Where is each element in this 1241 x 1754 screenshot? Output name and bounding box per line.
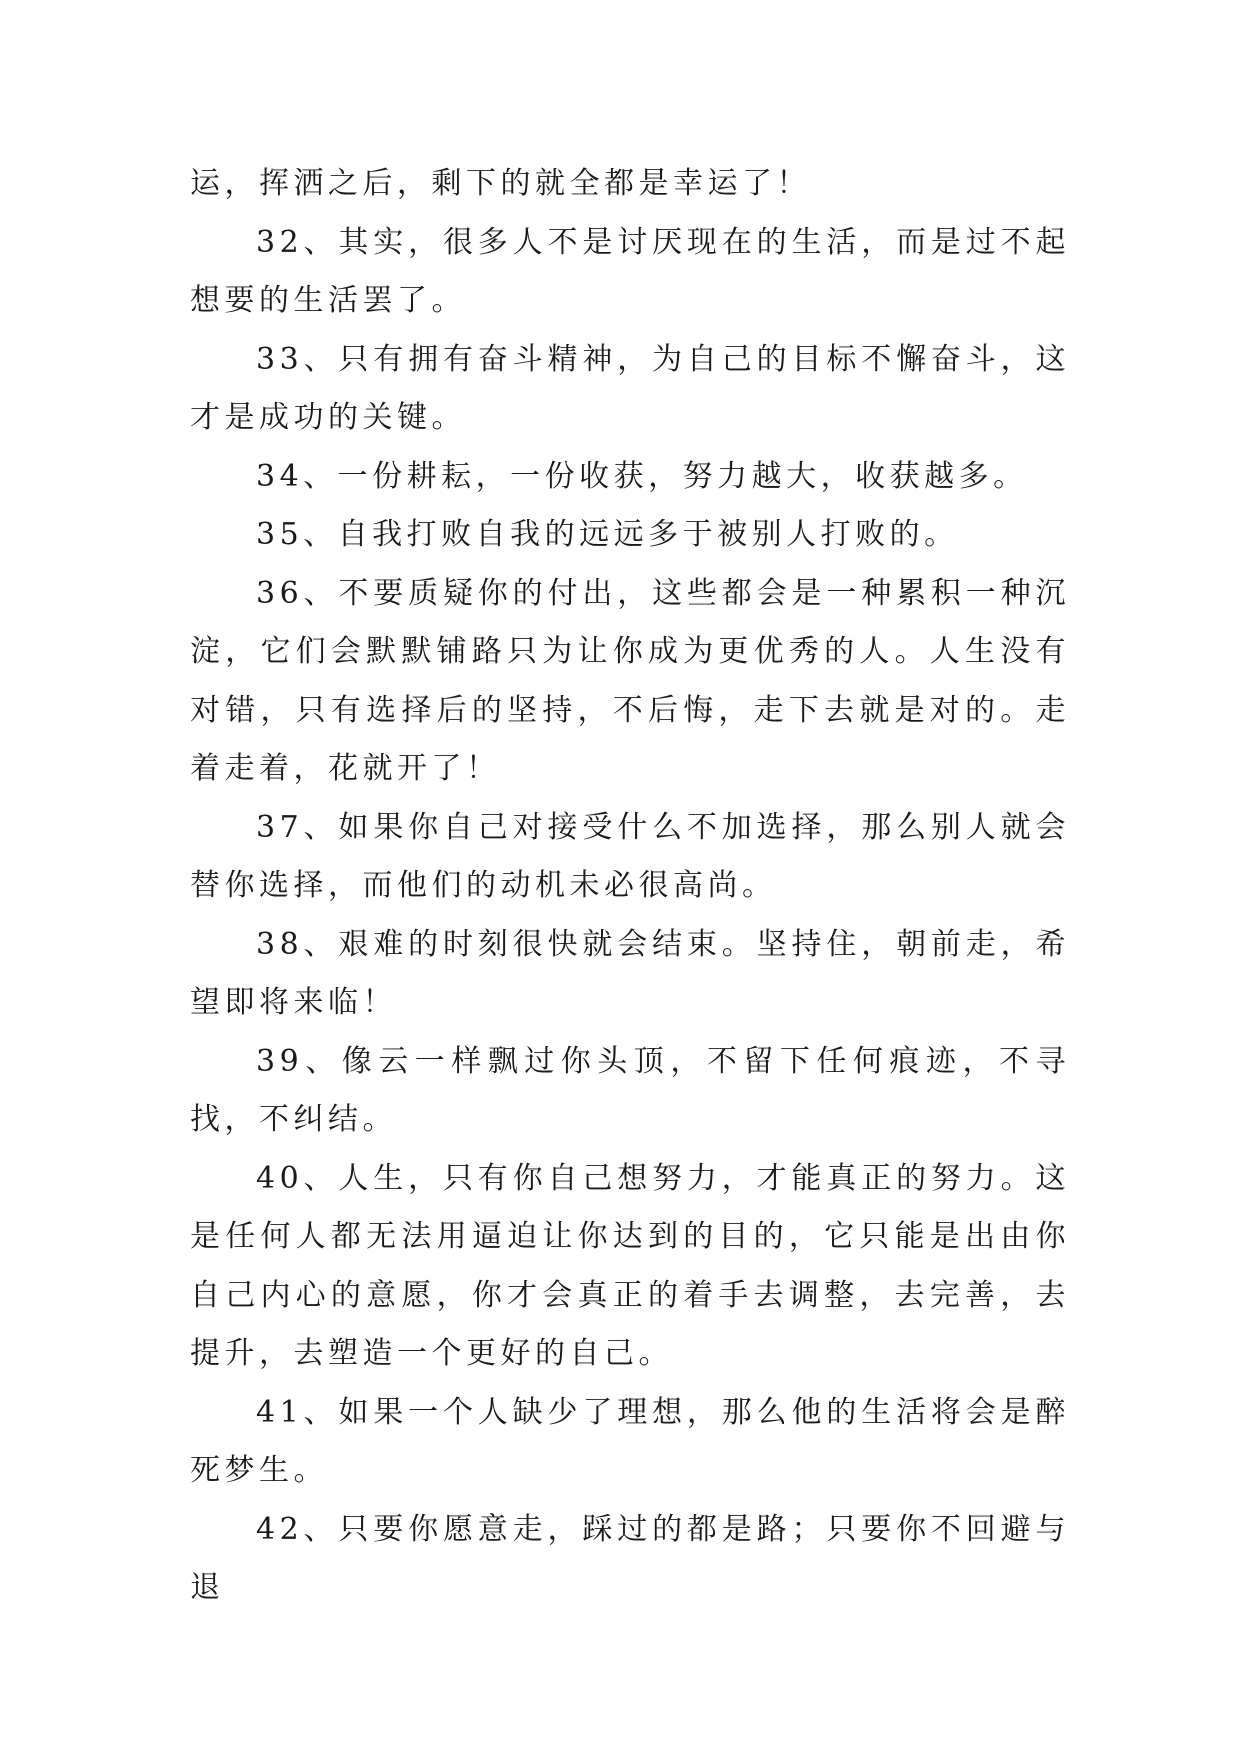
paragraph-quote-37: 37、如果你自己对接受什么不加选择，那么别人就会替你选择，而他们的动机未必很高尚。 bbox=[190, 809, 1070, 903]
paragraph-quote-34: 34、一份耕耘，一份收获，努力越大，收获越多。 bbox=[256, 458, 1028, 494]
paragraph-quote-32: 32、其实，很多人不是讨厌现在的生活，而是过不起想要的生活罢了。 bbox=[190, 224, 1070, 318]
paragraph-quote-35: 35、自我打败自我的远远多于被别人打败的。 bbox=[256, 517, 959, 552]
paragraph-quote-39: 39、像云一样飘过你头顶，不留下任何痕迹，不寻找，不纠结。 bbox=[190, 1043, 1070, 1137]
document-body bbox=[190, 155, 1070, 1618]
paragraph-quote-41: 41、如果一个人缺少了理想，那么他的生活将会是醉死梦生。 bbox=[190, 1394, 1070, 1488]
paragraph-continuation: 运，挥洒之后，剩下的就全都是幸运了！ bbox=[190, 166, 811, 201]
paragraph-quote-33: 33、只有拥有奋斗精神，为自己的目标不懈奋斗，这才是成功的关键。 bbox=[190, 341, 1070, 435]
paragraph-quote-38: 38、艰难的时刻很快就会结束。坚持住，朝前走，希望即将来临！ bbox=[190, 926, 1070, 1020]
paragraph-quote-36: 36、不要质疑你的付出，这些都会是一种累积一种沉淀，它们会默默铺路只为让你成为更优秀的人。人生没有对错，只有选择后的坚持，不后悔，走下去就是对的。走着走着，花就开了！ bbox=[190, 575, 1070, 786]
paragraph-quote-42: 42、只要你愿意走，踩过的都是路；只要你不回避与退 bbox=[190, 1511, 1070, 1605]
paragraph-quote-40: 40、人生，只有你自己想努力，才能真正的努力。这是任何人都无法用逼迫让你达到的目的，它只能是出由你自己内心的意愿，你才会真正的着手去调整，去完善，去提升，去塑造一个更好的自己。 bbox=[190, 1160, 1070, 1371]
